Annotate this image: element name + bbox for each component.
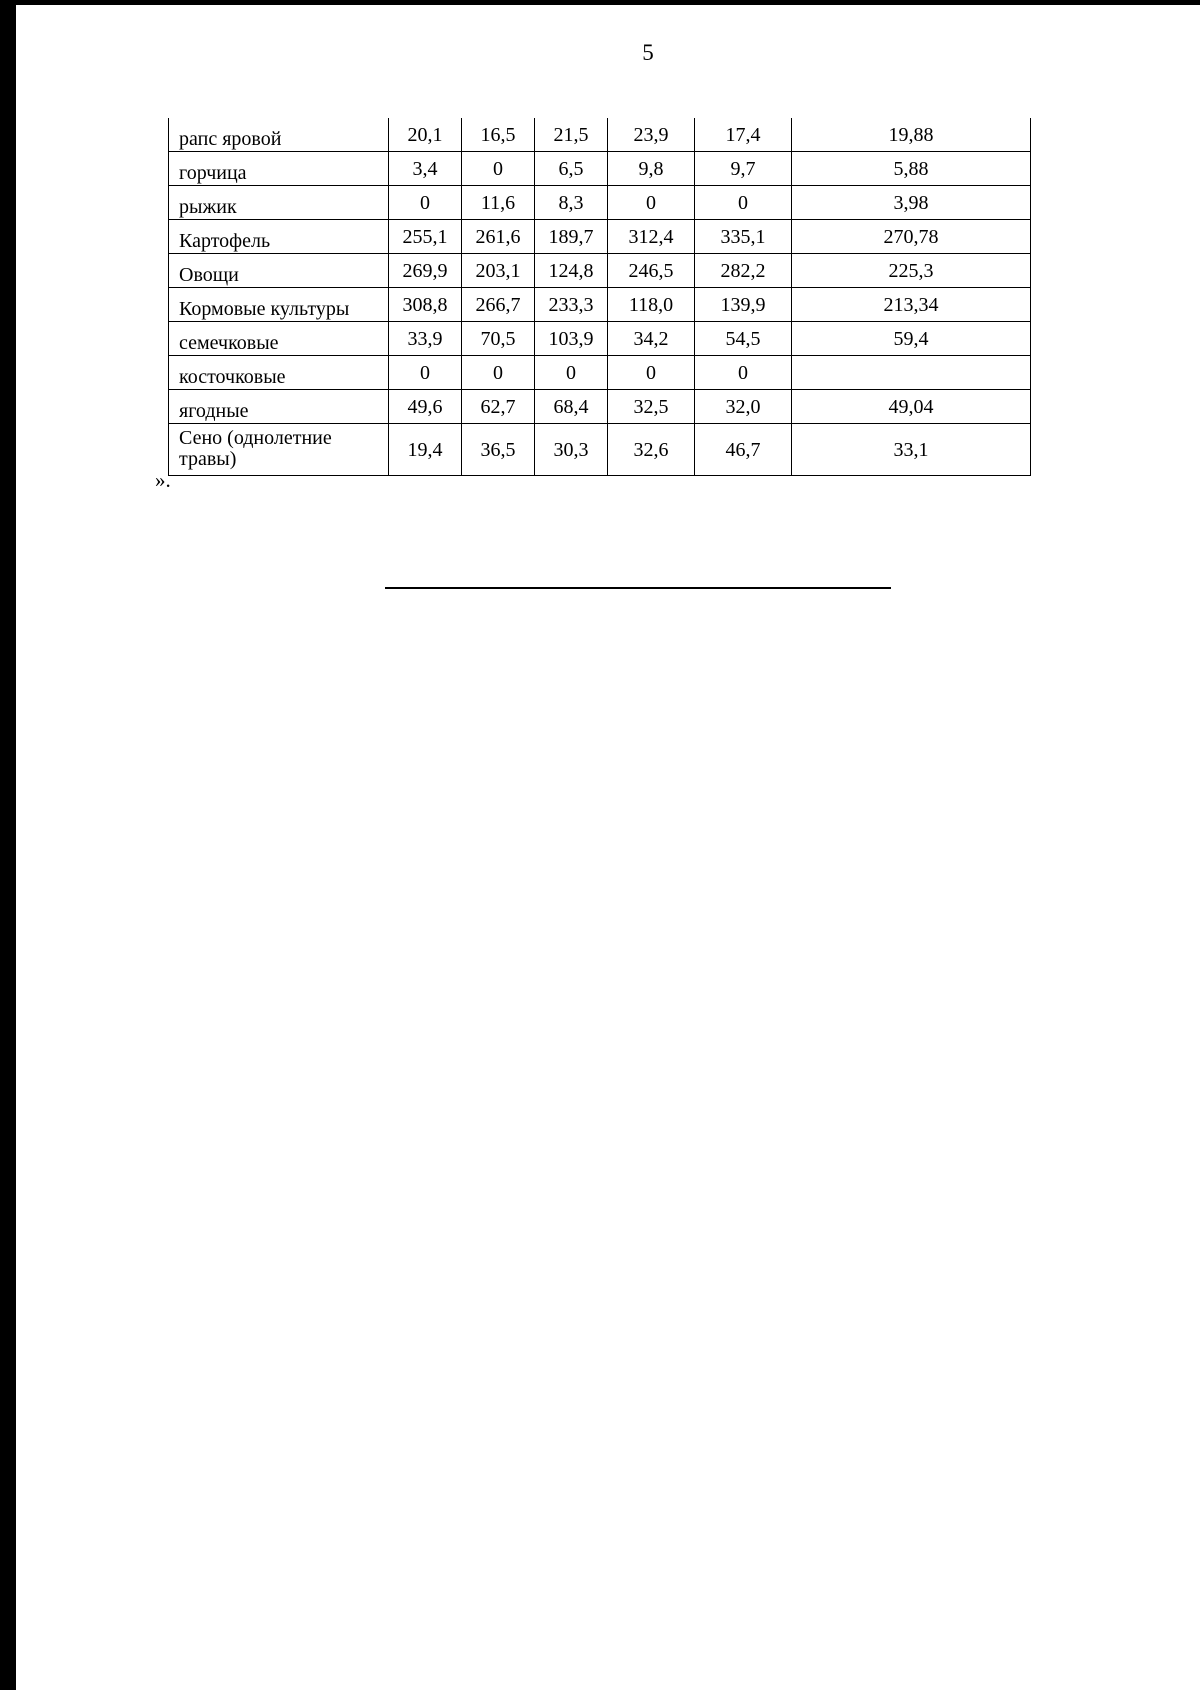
row-label: семечковые (169, 322, 389, 356)
table-cell: 312,4 (608, 220, 695, 254)
average-cell: 270,78 (792, 220, 1031, 254)
scan-top-edge (0, 0, 1200, 5)
table-cell: 203,1 (462, 254, 535, 288)
average-cell: 33,1 (792, 424, 1031, 476)
table-cell: 233,3 (535, 288, 608, 322)
table-cell: 33,9 (389, 322, 462, 356)
row-label: Сено (однолетние травы) (169, 424, 389, 476)
average-cell: 213,34 (792, 288, 1031, 322)
table-cell: 3,4 (389, 152, 462, 186)
average-cell: 3,98 (792, 186, 1031, 220)
separator-line (385, 587, 891, 589)
table-cell: 68,4 (535, 390, 608, 424)
closing-quote-mark: ». (155, 468, 171, 492)
average-cell: 5,88 (792, 152, 1031, 186)
table-row (169, 288, 1031, 322)
row-label: рапс яровой (169, 118, 389, 152)
table-row (169, 390, 1031, 424)
table-cell: 32,6 (608, 424, 695, 476)
table-cell: 261,6 (462, 220, 535, 254)
table-cell: 32,0 (695, 390, 792, 424)
table-cell: 46,7 (695, 424, 792, 476)
table-cell: 19,4 (389, 424, 462, 476)
table-cell: 9,7 (695, 152, 792, 186)
table-row (169, 152, 1031, 186)
table-cell: 139,9 (695, 288, 792, 322)
table-cell: 0 (535, 356, 608, 390)
table-cell: 11,6 (462, 186, 535, 220)
table-cell: 32,5 (608, 390, 695, 424)
table-cell: 118,0 (608, 288, 695, 322)
average-cell: 225,3 (792, 254, 1031, 288)
row-label: косточковые (169, 356, 389, 390)
row-label: горчица (169, 152, 389, 186)
table-cell: 21,5 (535, 118, 608, 152)
table-cell: 189,7 (535, 220, 608, 254)
scan-left-edge (0, 0, 16, 1690)
table-cell: 62,7 (462, 390, 535, 424)
table-cell: 0 (695, 186, 792, 220)
table-row (169, 220, 1031, 254)
table-cell: 269,9 (389, 254, 462, 288)
table-cell: 0 (695, 356, 792, 390)
page-number: 5 (642, 40, 654, 65)
table-cell: 34,2 (608, 322, 695, 356)
table-cell: 0 (462, 152, 535, 186)
average-cell: 59,4 (792, 322, 1031, 356)
table-cell: 246,5 (608, 254, 695, 288)
table-cell: 36,5 (462, 424, 535, 476)
table-row (169, 356, 1031, 390)
table-row (169, 186, 1031, 220)
average-cell: 19,88 (792, 118, 1031, 152)
row-label: рыжик (169, 186, 389, 220)
table-cell: 49,6 (389, 390, 462, 424)
table-row (169, 322, 1031, 356)
table-cell: 103,9 (535, 322, 608, 356)
table-cell: 0 (389, 356, 462, 390)
table-cell: 255,1 (389, 220, 462, 254)
row-label: ягодные (169, 390, 389, 424)
table-cell: 20,1 (389, 118, 462, 152)
table-cell: 124,8 (535, 254, 608, 288)
table-cell: 308,8 (389, 288, 462, 322)
table-cell: 17,4 (695, 118, 792, 152)
table-cell: 0 (389, 186, 462, 220)
table-cell: 16,5 (462, 118, 535, 152)
table-row (169, 424, 1031, 476)
table-cell: 6,5 (535, 152, 608, 186)
table-cell: 0 (462, 356, 535, 390)
table-row (169, 254, 1031, 288)
table-cell: 266,7 (462, 288, 535, 322)
table-cell: 23,9 (608, 118, 695, 152)
table-cell: 30,3 (535, 424, 608, 476)
row-label: Овощи (169, 254, 389, 288)
table-cell: 0 (608, 186, 695, 220)
table-cell: 335,1 (695, 220, 792, 254)
row-label: Картофель (169, 220, 389, 254)
table-cell: 8,3 (535, 186, 608, 220)
average-cell (792, 356, 1031, 390)
average-cell: 49,04 (792, 390, 1031, 424)
table-row (169, 118, 1031, 152)
table-cell: 0 (608, 356, 695, 390)
table-cell: 9,8 (608, 152, 695, 186)
crop-yield-table (168, 118, 1031, 476)
table-cell: 70,5 (462, 322, 535, 356)
row-label: Кормовые культуры (169, 288, 389, 322)
table-cell: 282,2 (695, 254, 792, 288)
table-cell: 54,5 (695, 322, 792, 356)
